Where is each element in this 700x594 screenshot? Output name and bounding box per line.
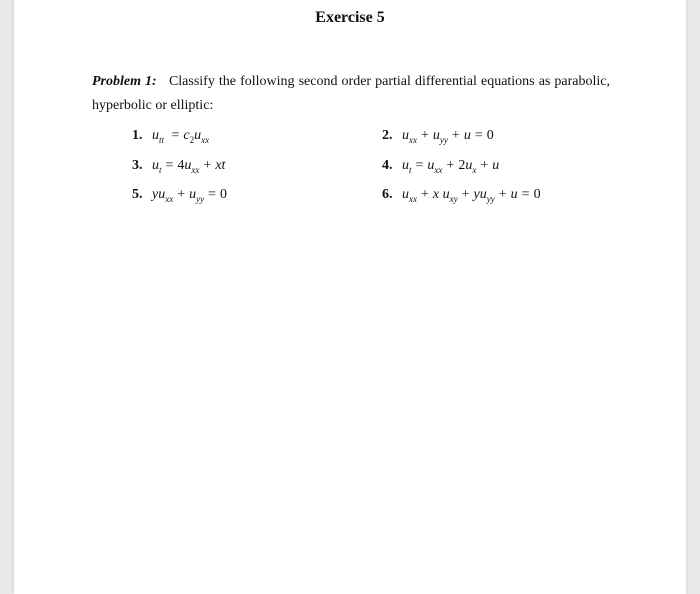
equation-number: 3. xyxy=(132,158,143,173)
equation-number: 4. xyxy=(382,158,393,173)
equation-3 xyxy=(132,158,225,175)
equation-number: 1. xyxy=(132,128,143,143)
problem-statement xyxy=(92,70,610,118)
equation-number: 5. xyxy=(132,187,143,202)
equation-6 xyxy=(382,187,541,204)
equation-2 xyxy=(382,128,494,145)
equation-expression: $yu_{xx} + u_{yy} = 0$ xyxy=(152,187,228,204)
equation-number: 6. xyxy=(382,187,393,202)
equation-4 xyxy=(382,158,499,175)
problem-text: Classify the following second order partial differential equations as parabolic, hyperbolic or elliptic: xyxy=(92,74,611,113)
equation-expression: $u_{xx} + x$ $u_{xy} + yu_{yy} + u = 0$ xyxy=(402,187,541,204)
equation-expression: $u_t = u_{xx} + 2u_x + u$ xyxy=(402,158,500,175)
equation-1 xyxy=(132,128,209,145)
equation-expression: $u_t = 4u_{xx}$ + xt xyxy=(152,158,226,175)
equation-expression: $u_{tt} = c_2u_{xx}$ xyxy=(152,128,210,145)
page-title: Exercise 5 xyxy=(315,9,385,26)
document-page xyxy=(14,0,686,594)
equation-number: 2. xyxy=(382,128,393,143)
equation-5 xyxy=(132,187,227,204)
problem-label: Problem 1: xyxy=(92,74,157,89)
equation-expression: $u_{xx} + u_{yy} + u = 0$ xyxy=(402,128,494,145)
